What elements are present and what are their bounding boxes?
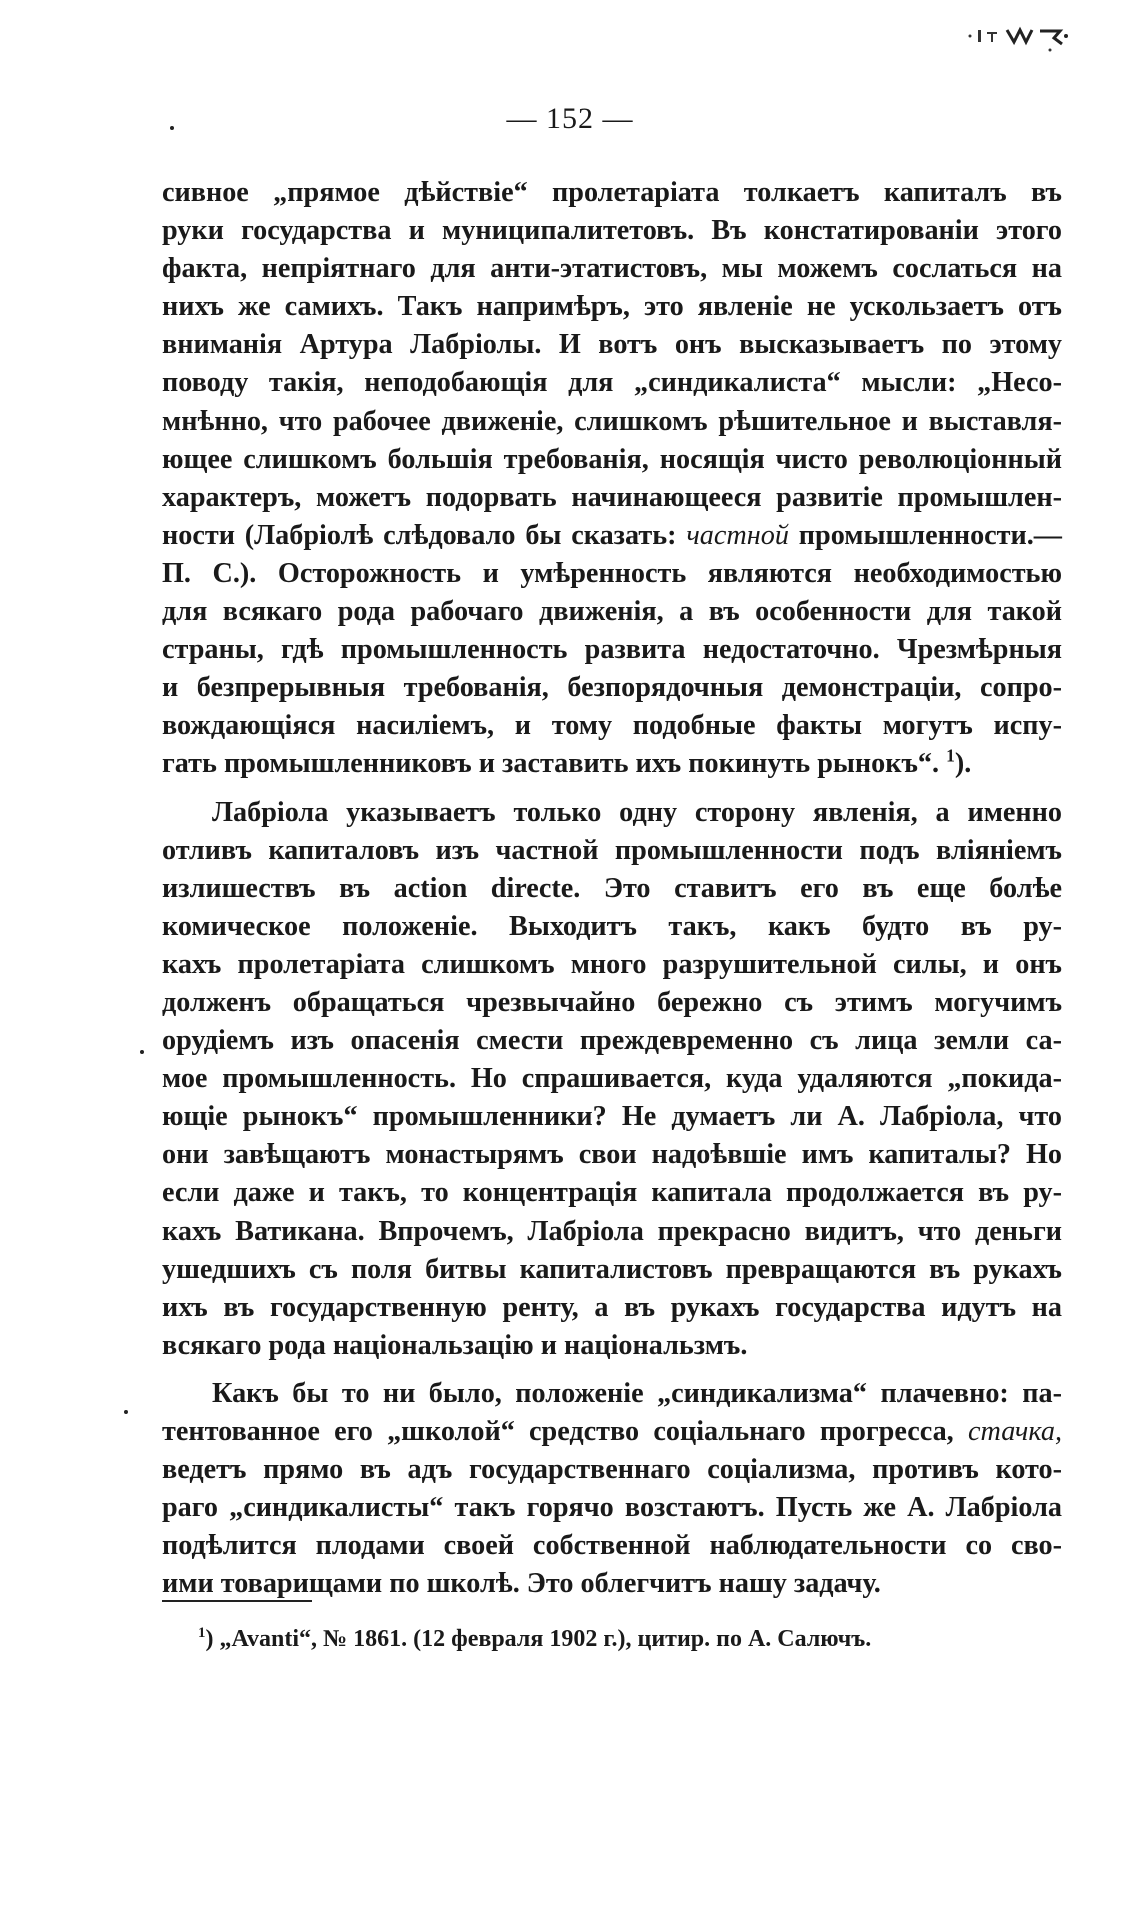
paragraph-2 (162, 794, 1062, 1365)
paragraph-1 (162, 174, 1062, 784)
library-stamp-mark (962, 26, 1072, 56)
footnote-divider (162, 1600, 312, 1602)
text-line: факта, непріятнаго для анти-этатистовъ, мы можемъ сослаться на (162, 253, 1062, 285)
text-line: всякаго рода національзацію и національзмъ. (162, 1329, 748, 1361)
text-line: излишествъ въ action directe. Это ставитъ его въ еще болѣе (162, 872, 1062, 904)
text-line: комическое положеніе. Выходитъ такъ, какъ будто въ ру- (162, 910, 1062, 942)
text-line: руки государства и муниципалитетовъ. Въ констатированіи этого (162, 215, 1062, 247)
text-line: сивное „прямое дѣйствіе“ пролетаріата толкаетъ капиталъ въ (162, 177, 1062, 208)
text-line (162, 745, 1062, 783)
text-line: долженъ обращаться чрезвычайно бережно съ этимъ могучимъ (162, 986, 1062, 1018)
text-line: вождающіяся насиліемъ, и тому подобные факты могутъ испу- (162, 710, 1062, 742)
text-line: если даже и такъ, то концентрація капитала продолжается въ ру- (162, 1177, 1062, 1209)
text-line: нихъ же самихъ. Такъ напримѣръ, это явленіе не ускользаетъ отъ (162, 291, 1062, 323)
margin-speck (124, 1410, 128, 1414)
text-line: кахъ пролетаріата слишкомъ много разрушительной силы, и онъ (162, 948, 1062, 980)
footnote-marker: 1 (198, 1625, 206, 1641)
text-line: поводу такія, неподобающія для „синдикалиста“ мысли: „Несо- (162, 367, 1062, 399)
text-segment: гать промышленниковъ и заставить ихъ покинуть рынокъ“. (162, 748, 947, 780)
text-line: Лабріола указываетъ только одну сторону явленія, а именно (212, 796, 1062, 828)
text-line: ющее слишкомъ большія требованія, носящія чисто революціонный (162, 443, 1062, 475)
text-line: и безпрерывныя требованія, безпорядочныя демонстраціи, сопро- (162, 672, 1062, 704)
paragraph-3 (162, 1375, 1062, 1604)
text-line: характеръ, можетъ подорвать начинающееся развитіе промышлен- (162, 481, 1062, 513)
text-line: П. С.). Осторожность и умѣренность являются необходимостью (162, 557, 1062, 589)
text-line: орудіемъ изъ опасенія смести преждевременно съ лица земли са- (162, 1025, 1062, 1057)
text-line: кахъ Ватикана. Впрочемъ, Лабріола прекрасно видитъ, что деньги (162, 1215, 1062, 1247)
text-line-with-italic (162, 1413, 1062, 1451)
margin-speck (140, 1050, 144, 1054)
text-line: ющіе рынокъ“ промышленники? Не думаетъ ли А. Лабріола, что (162, 1101, 1062, 1133)
text-line: подѣлится плодами своей собственной наблюдательности со сво- (162, 1530, 1062, 1562)
text-segment: ности (Лабріолѣ слѣдовало бы сказать: (162, 519, 687, 551)
text-line: ихъ въ государственную ренту, а въ рукахъ государства идутъ на (162, 1291, 1062, 1323)
text-line-with-italic (162, 517, 1062, 555)
main-text (162, 174, 1062, 1613)
text-line: для всякаго рода рабочаго движенія, а въ особенности для такой (162, 596, 1062, 628)
text-segment: тентованное его „школой“ средство соціальнаго прогресса, (162, 1416, 968, 1447)
footnote (198, 1626, 1078, 1653)
text-line: ими товарищами по школѣ. Это облегчитъ нашу задачу. (162, 1568, 881, 1600)
margin-speck (170, 126, 174, 130)
text-line: раго „синдикалисты“ такъ горячо возстаютъ. Пусть же А. Лабріола (162, 1492, 1062, 1524)
italic-word: частной (686, 519, 789, 551)
text-line: мое промышленность. Но спрашивается, куда удаляются „покида- (162, 1063, 1062, 1095)
text-segment: промышленности.— (788, 519, 1062, 551)
text-line: они завѣщаютъ монастырямъ свои надоѣвшіе имъ капиталы? Но (162, 1139, 1062, 1171)
text-segment: ). (954, 748, 972, 780)
footnote-marker-tail: ) (205, 1626, 220, 1652)
text-line: страны, гдѣ промышленность развита недостаточно. Чрезмѣрныя (162, 634, 1062, 666)
footnote-reference[interactable]: 1 (946, 746, 955, 767)
text-line: отливъ капиталовъ изъ частной промышленности подъ вліяніемъ (162, 834, 1062, 866)
italic-word: стачка, (967, 1416, 1062, 1447)
text-line: ушедшихъ съ поля битвы капиталистовъ превращаются въ рукахъ (162, 1253, 1062, 1285)
footnote-text: „Avanti“, № 1861. (12 февраля 1902 г.), цитир. по А. Салючъ. (219, 1626, 872, 1652)
page-number: — 152 — (506, 102, 634, 135)
text-line: ведетъ прямо въ адъ государственнаго соціализма, противъ кото- (162, 1454, 1062, 1486)
text-line: Какъ бы то ни было, положеніе „синдикализма“ плачевно: па- (212, 1377, 1062, 1409)
text-line: вниманія Артура Лабріолы. И вотъ онъ высказываетъ по этому (162, 329, 1062, 361)
text-line: мнѣнно, что рабочее движеніе, слишкомъ рѣшительное и выставля- (162, 405, 1062, 437)
